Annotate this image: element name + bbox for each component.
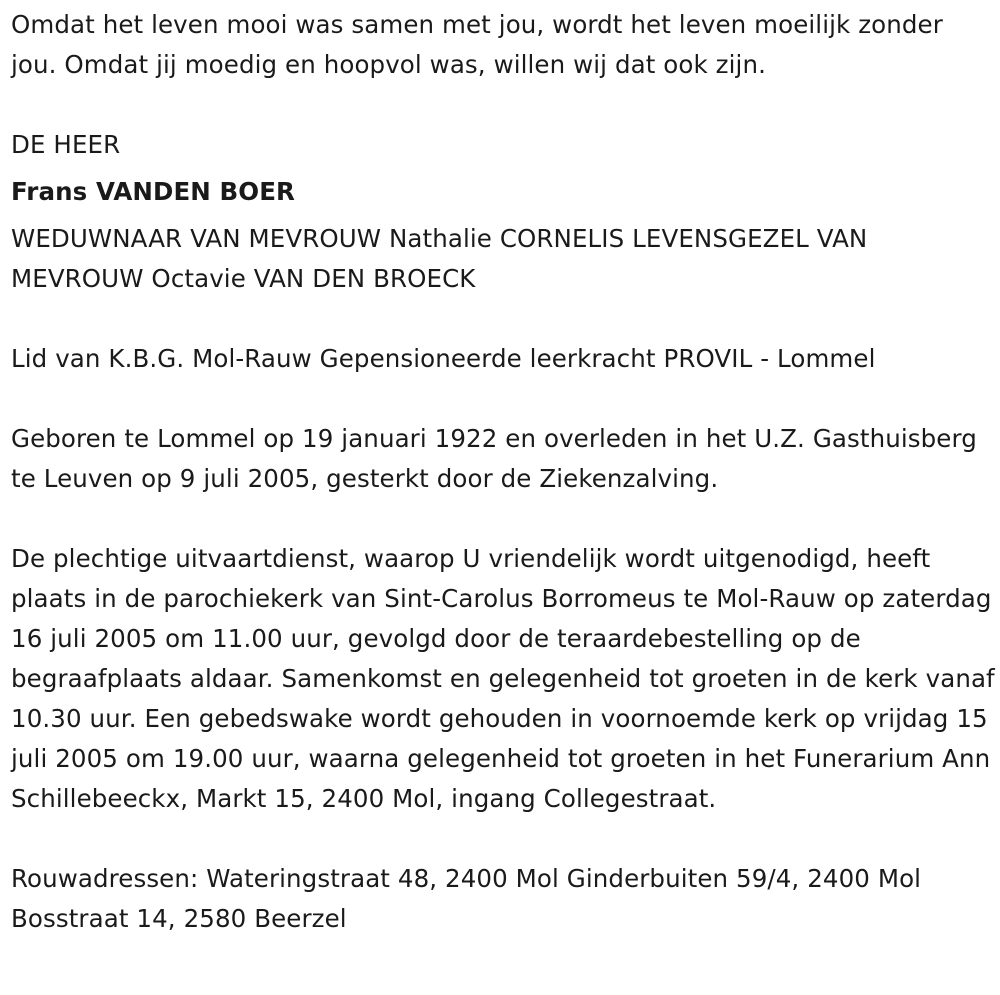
funeral-text: De plechtige uitvaartdienst, waarop U vriendelijk wordt uitgenodigd, heeft plaats in de parochiekerk van Sint-Carolus Borromeus te Mol-Rauw op zaterdag 16 juli 2005 om 11.00 uur, gevolgd door de teraardebestelling op de begraafplaats aldaar. Samenkomst en gelegenheid tot groeten in de kerk vanaf 10.30 uur. Een gebedswake wordt gehouden in voornoemde kerk op vrijdag 15 juli 2005 om 19.00 uur, waarna gelegenheid tot groeten in het Funerarium Ann Schillebeeckx, Markt 15, 2400 Mol, ingang Collegestraat. (11, 544, 995, 813)
deceased-name: Frans VANDEN BOER (11, 177, 296, 206)
title-text: DE HEER (11, 130, 121, 159)
membership-text: Lid van K.B.G. Mol-Rauw Gepensioneerde leerkracht PROVIL - Lommel (11, 344, 876, 373)
intro-text: Omdat het leven mooi was samen met jou, wordt het leven moeilijk zonder jou. Omdat jij moedig en hoopvol was, willen wij dat ook zijn. (11, 10, 943, 79)
addresses-text: Rouwadressen: Wateringstraat 48, 2400 Mol Ginderbuiten 59/4, 2400 Mol Bosstraat 14, 2580 Beerzel (11, 864, 922, 933)
birth-death-text: Geboren te Lommel op 19 januari 1922 en overleden in het U.Z. Gasthuisberg te Leuven op 9 juli 2005, gesterkt door de Ziekenzalving. (11, 424, 977, 493)
relations-text: WEDUWNAAR VAN MEVROUW Nathalie CORNELIS LEVENSGEZEL VAN MEVROUW Octavie VAN DEN BROECK (11, 224, 868, 293)
obituary-notice (11, 5, 996, 939)
